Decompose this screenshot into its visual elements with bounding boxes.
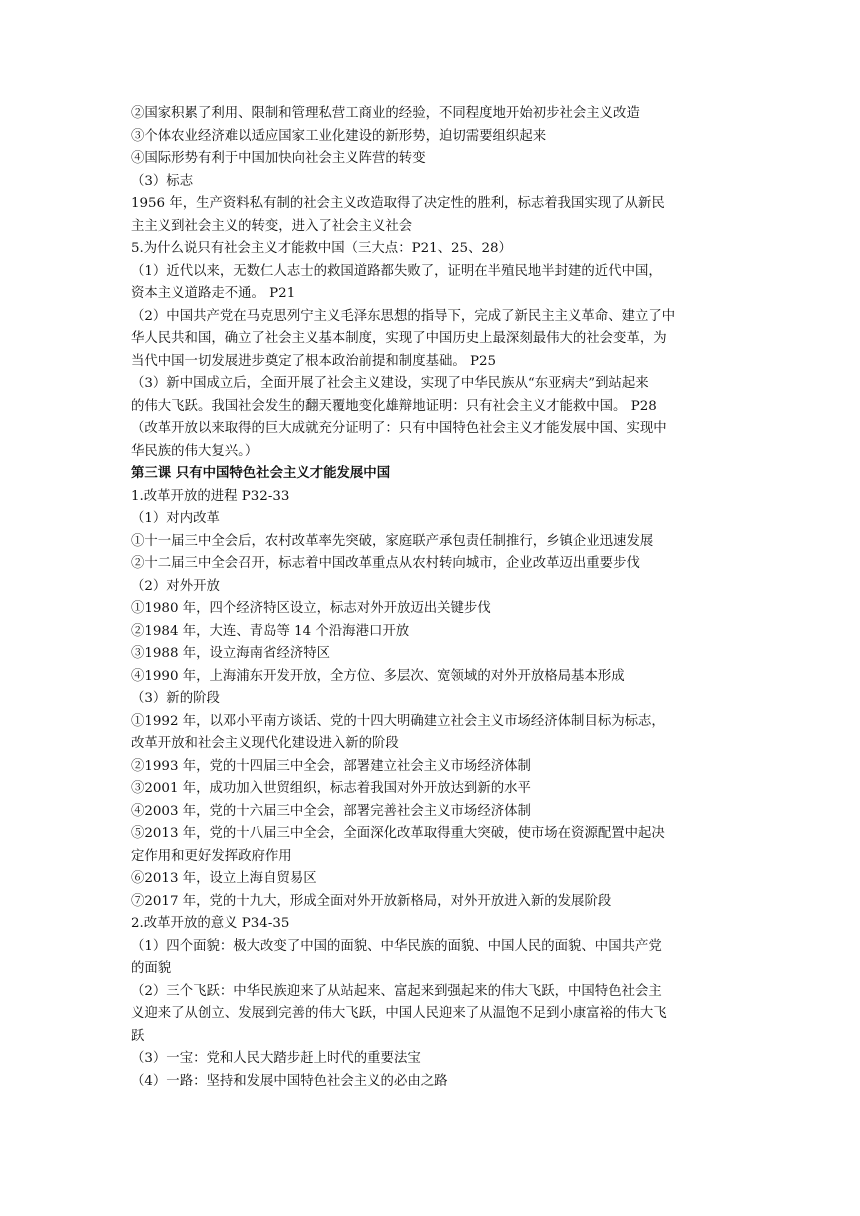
text-line: ②1984 年，大连、青岛等 14 个沿海港口开放 bbox=[131, 623, 410, 639]
text-line: （4）一路：坚持和发展中国特色社会主义的必由之路 bbox=[131, 1073, 448, 1089]
text-line: 跃 bbox=[131, 1028, 145, 1044]
text-line: 1.改革开放的进程 P32-33 bbox=[131, 488, 290, 504]
text-line: 5.为什么说只有社会主义才能救中国（三大点：P21、25、28） bbox=[131, 241, 512, 256]
text-line: （1）近代以来，无数仁人志士的救国道路都失败了，证明在半殖民地半封建的近代中国， bbox=[131, 263, 662, 279]
text-line: 改革开放和社会主义现代化建设进入新的阶段 bbox=[131, 736, 399, 751]
text-line: 1956 年，生产资料私有制的社会主义改造取得了决定性的胜利，标志着我国实现了从新民 bbox=[131, 196, 665, 211]
text-line: 主主义到社会主义的转变，进入了社会主义社会 bbox=[131, 218, 413, 234]
text-line: ②国家积累了利用、限制和管理私营工商业的经验，不同程度地开始初步社会主义改造 bbox=[131, 106, 640, 121]
text-line: 资本主义道路走不通。 P21 bbox=[131, 286, 296, 301]
text-line: 的面貌 bbox=[131, 961, 172, 976]
text-line: ①1992 年，以邓小平南方谈话、党的十四大明确建立社会主义市场经济体制目标为标志， bbox=[131, 713, 665, 729]
text-line: （3）一宝：党和人民大踏步赶上时代的重要法宝 bbox=[131, 1051, 421, 1066]
text-line: 2.改革开放的意义 P34-35 bbox=[131, 916, 290, 931]
text-line: 义迎来了从创立、发展到完善的伟大飞跃，中国人民迎来了从温饱不足到小康富裕的伟大飞 bbox=[131, 1006, 667, 1021]
text-line: ③个体农业经济难以适应国家工业化建设的新形势，迫切需要组织起来 bbox=[131, 128, 547, 144]
text-line: 当代中国一切发展进步奠定了根本政治前提和制度基础。 P25 bbox=[131, 353, 497, 369]
text-line: ⑦2017 年，党的十九大，形成全面对外开放新格局，对外开放进入新的发展阶段 bbox=[131, 893, 612, 909]
document-page bbox=[131, 103, 731, 1093]
text-line: （1）四个面貌：极大改变了中国的面貌、中华民族的面貌、中国人民的面貌、中国共产党 bbox=[131, 938, 662, 954]
text-line: （2）中国共产党在马克思列宁主义毛泽东思想的指导下，完成了新民主主义革命、建立了中 bbox=[131, 308, 676, 324]
text-line: ②1993 年，党的十四届三中全会，部署建立社会主义市场经济体制 bbox=[131, 758, 531, 774]
text-line: ①1980 年，四个经济特区设立，标志对外开放迈出关键步伐 bbox=[131, 601, 491, 616]
text-line: ④国际形势有利于中国加快向社会主义阵营的转变 bbox=[131, 151, 426, 166]
text-line: ④1990 年，上海浦东开发开放，全方位、多层次、宽领域的对外开放格局基本形成 bbox=[131, 668, 625, 684]
text-line: ⑤2013 年，党的十八届三中全会，全面深化改革取得重大突破，使市场在资源配置中起决 bbox=[131, 826, 665, 841]
text-line: ①十一届三中全会后，农村改革率先突破，家庭联产承包责任制推行，乡镇企业迅速发展 bbox=[131, 533, 654, 549]
text-line: 的伟大飞跃。我国社会发生的翻天覆地变化雄辩地证明：只有社会主义才能救中国。 P28 bbox=[131, 398, 657, 414]
text-line: ②十二届三中全会召开，标志着中国改革重点从农村转向城市，企业改革迈出重要步伐 bbox=[131, 556, 640, 571]
text-line: （改革开放以来取得的巨大成就充分证明了：只有中国特色社会主义才能发展中国、实现中 bbox=[131, 421, 667, 436]
text-line: （3）新的阶段 bbox=[131, 691, 220, 706]
text-line: ③1988 年，设立海南省经济特区 bbox=[131, 646, 331, 661]
text-line: ⑥2013 年，设立上海自贸易区 bbox=[131, 871, 317, 886]
text-line: ③2001 年，成功加入世贸组织，标志着我国对外开放达到新的水平 bbox=[131, 781, 531, 796]
text-line: （1）对内改革 bbox=[131, 511, 220, 526]
text-line: （2）对外开放 bbox=[131, 578, 220, 594]
text-line: 华民族的伟大复兴。） bbox=[131, 443, 259, 459]
text-line: （2）三个飞跃：中华民族迎来了从站起来、富起来到强起来的伟大飞跃，中国特色社会主 bbox=[131, 983, 662, 999]
text-line: ④2003 年，党的十六届三中全会，部署完善社会主义市场经济体制 bbox=[131, 803, 531, 819]
text-line: 华人民共和国，确立了社会主义基本制度，实现了中国历史上最深刻最伟大的社会变革，为 bbox=[131, 331, 667, 346]
text-line: （3）标志 bbox=[131, 173, 194, 189]
text-line: （3）新中国成立后，全面开展了社会主义建设，实现了中华民族从“东亚病夫”到站起来 bbox=[131, 376, 649, 391]
section-heading: 第三课 只有中国特色社会主义才能发展中国 bbox=[131, 466, 391, 481]
text-line: 定作用和更好发挥政府作用 bbox=[131, 848, 292, 864]
